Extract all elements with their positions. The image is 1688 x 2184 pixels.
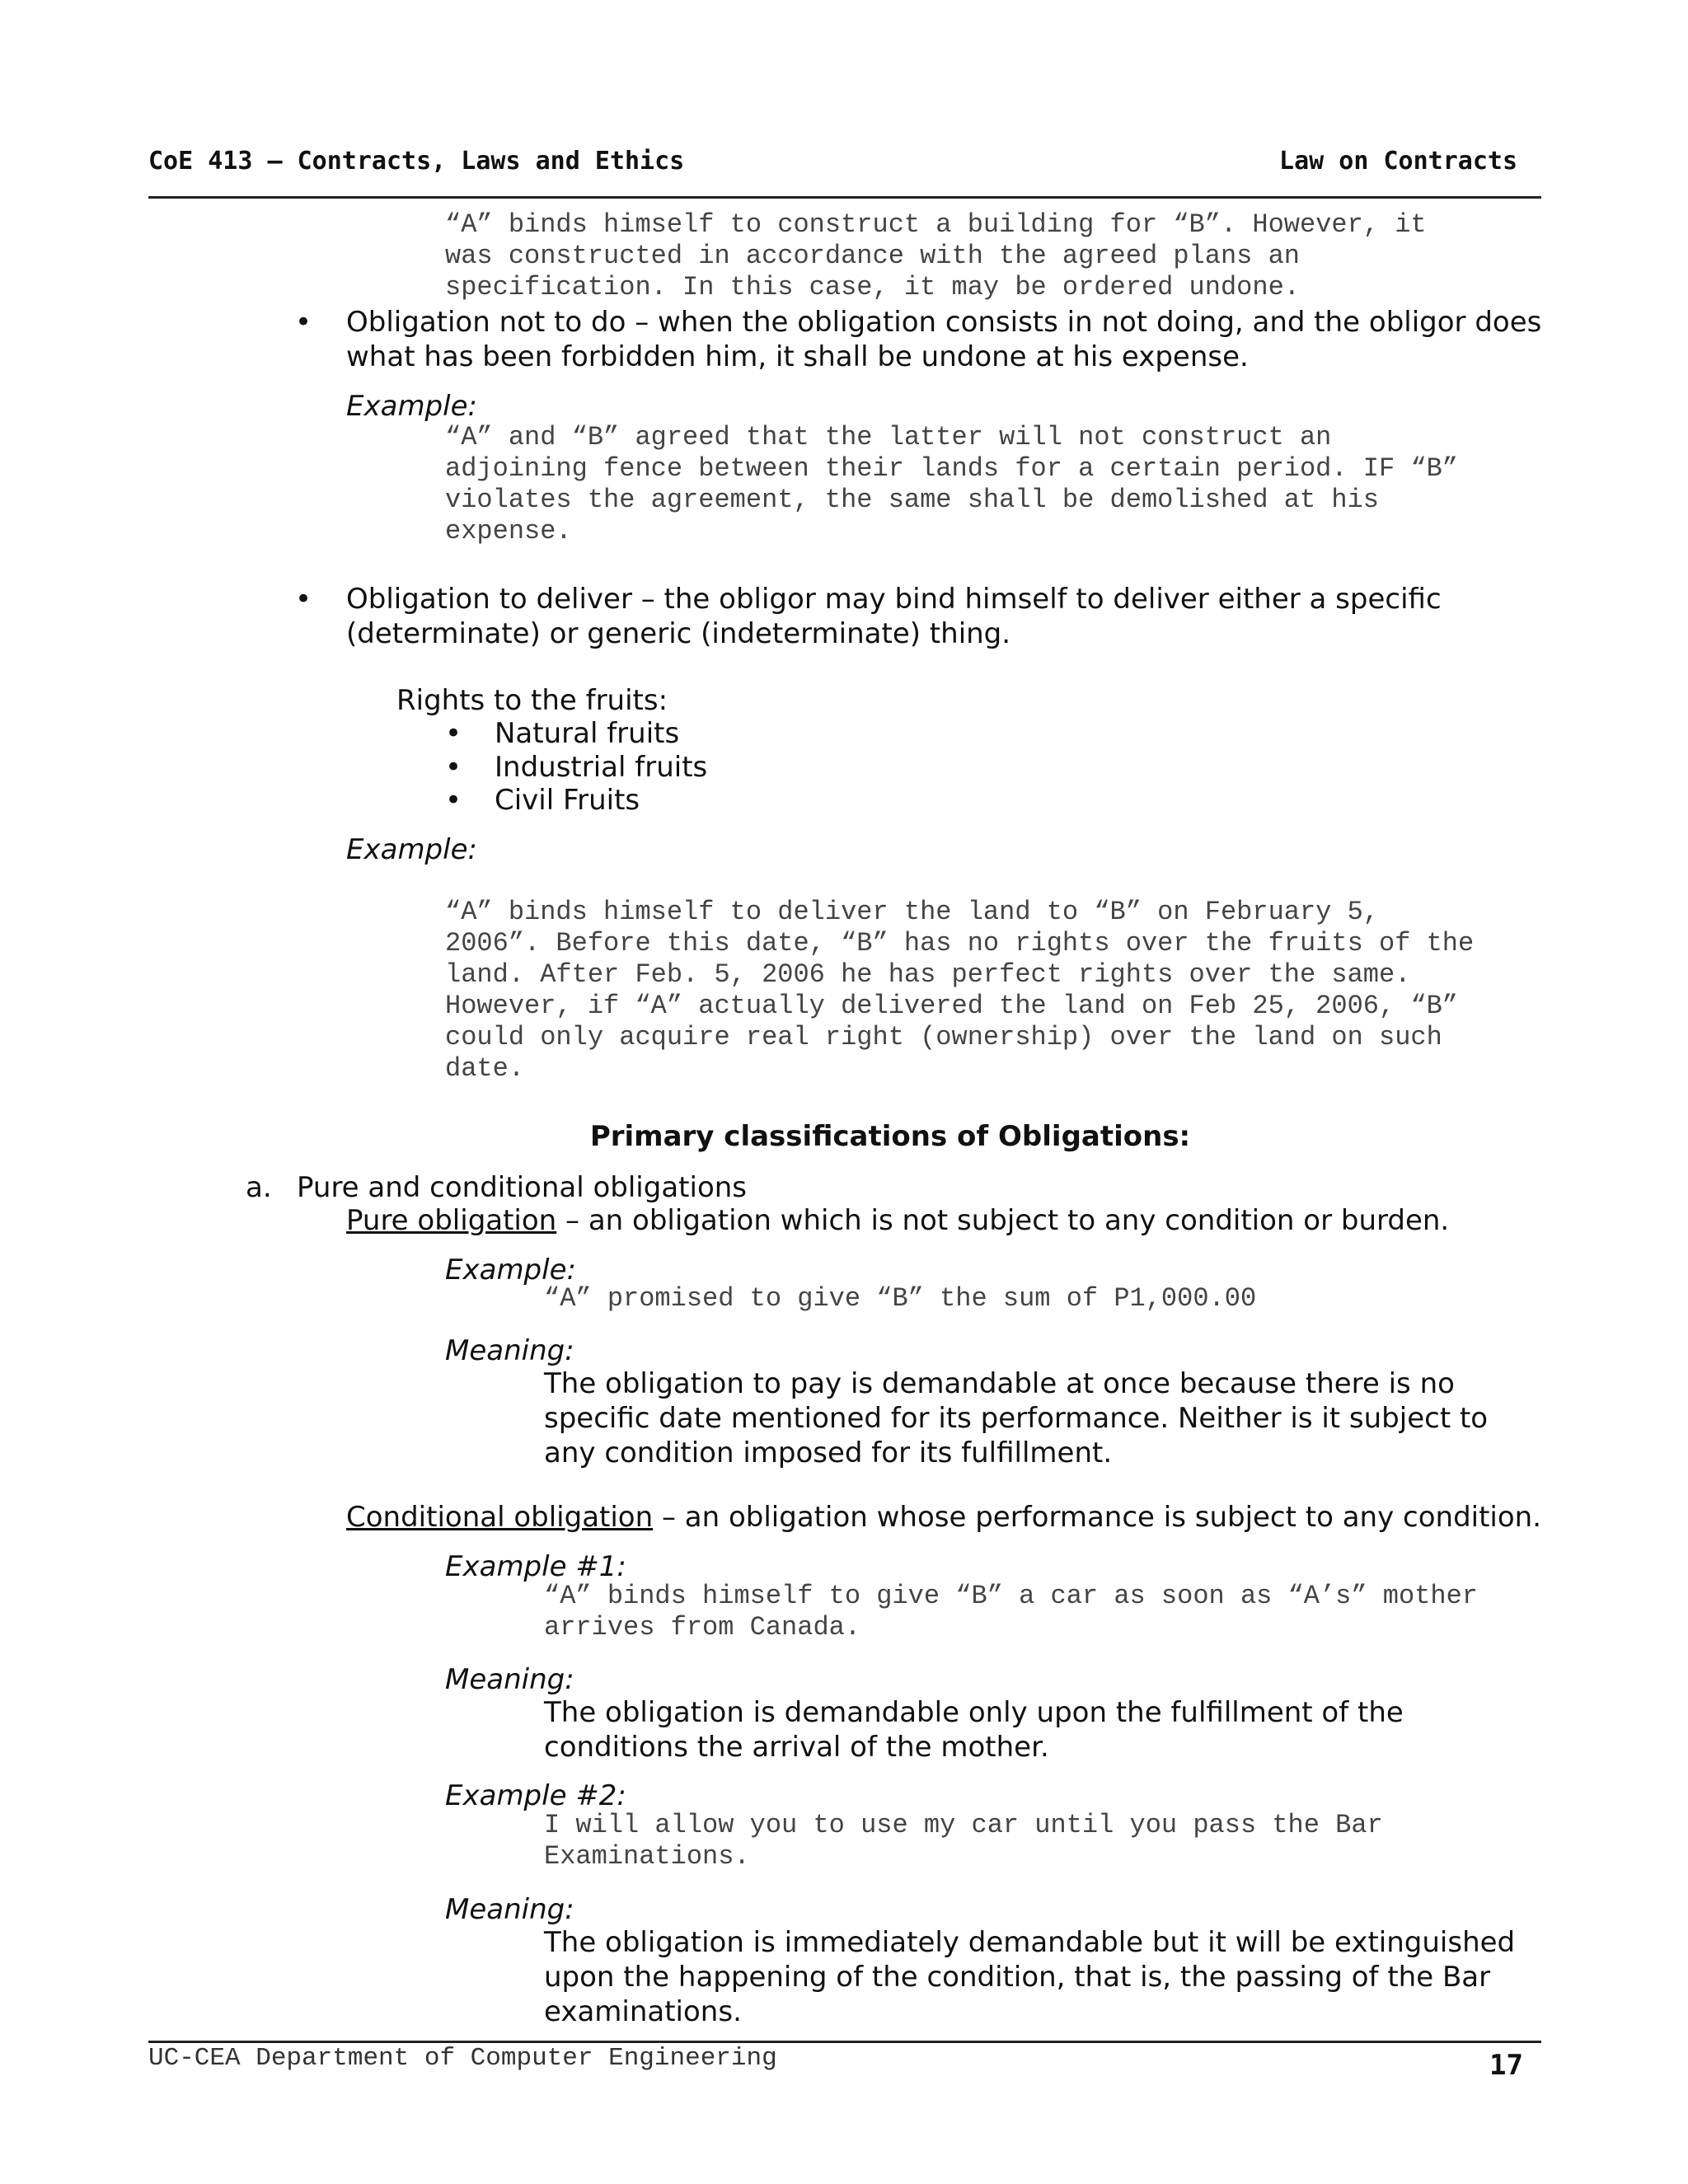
deliver-example-text: “A” binds himself to deliver the land to “B” on February 5, 2006”. Before this date, “B” has no rights over the fruits of the land. After Feb. 5, 2006 he has perfect rights over the same. However, if “A” actually delivered the land on Feb 25, 2006, “B” could only acquire real right (ownership) over the land on such date. <box>445 897 1475 1084</box>
pure-meaning-label: Meaning: <box>445 1334 574 1367</box>
deliver-example-label: Example: <box>346 833 477 866</box>
conditional-example1-label: Example #1: <box>445 1550 626 1583</box>
bullet-marker: • <box>445 751 462 784</box>
pure-obligation-term: Pure obligation <box>346 1204 557 1237</box>
page-number: 17 <box>1489 2049 1523 2082</box>
item-a-title: Pure and conditional obligations <box>297 1171 748 1204</box>
section-title: Primary classifications of Obligations: <box>589 1120 1191 1153</box>
not-to-do-example-text: “A” and “B” agreed that the latter will not construct an adjoining fence between their lands for a certain period. IF “B” violates the agreement, the same shall be demolished at his expense. <box>445 422 1458 546</box>
fruit-item-natural: Natural fruits <box>495 717 680 750</box>
bullet-marker: • <box>445 717 462 750</box>
pure-example-label: Example: <box>445 1254 576 1286</box>
conditional-obligation-line <box>346 1500 1550 1535</box>
conditional-meaning2-label: Meaning: <box>445 1893 574 1926</box>
footer-department: UC-CEA Department of Computer Engineering <box>148 2044 777 2073</box>
conditional-obligation-definition: – an obligation whose performance is subject to any condition. <box>653 1501 1542 1534</box>
header-course-title: CoE 413 – Contracts, Laws and Ethics <box>148 147 685 176</box>
conditional-meaning1-text: The obligation is demandable only upon the fulfillment of the conditions the arrival of the mother. <box>544 1696 1404 1764</box>
header-section-title: Law on Contracts <box>1279 147 1517 176</box>
conditional-example1-text: “A” binds himself to give “B” a car as soon as “A’s” mother arrives from Canada. <box>544 1581 1478 1643</box>
fruit-item-industrial: Industrial fruits <box>495 751 708 784</box>
conditional-meaning1-label: Meaning: <box>445 1663 574 1696</box>
not-to-do-example-label: Example: <box>346 390 477 423</box>
conditional-example2-label: Example #2: <box>445 1779 626 1812</box>
top-example-text: “A” binds himself to construct a building for “B”. However, it was constructed in accordance with the agreed plans an specification. In this case, it may be ordered undone. <box>445 209 1427 302</box>
bullet-marker: • <box>295 306 312 339</box>
header-rule <box>148 196 1541 199</box>
footer-rule <box>148 2041 1541 2043</box>
bullet-deliver: Obligation to deliver – the obligor may bind himself to deliver either a specific (determinate) or generic (indeterminate) thing. <box>346 583 1442 650</box>
fruits-title: Rights to the fruits: <box>396 684 668 717</box>
conditional-obligation-term: Conditional obligation <box>346 1501 654 1534</box>
bullet-not-to-do: Obligation not to do – when the obligation consists in not doing, and the obligor does what has been forbidden him, it shall be undone at his expense. <box>346 306 1542 373</box>
item-a-marker: a. <box>246 1171 272 1204</box>
bullet-marker: • <box>445 784 462 817</box>
bullet-marker: • <box>295 583 312 616</box>
fruit-item-civil: Civil Fruits <box>495 784 640 817</box>
conditional-example2-text: I will allow you to use my car until you pass the Bar Examinations. <box>544 1810 1383 1872</box>
pure-obligation-definition: – an obligation which is not subject to any condition or burden. <box>556 1204 1450 1237</box>
conditional-meaning2-text: The obligation is immediately demandable but it will be extinguished upon the happening of the condition, that is, the passing of the Bar examinations. <box>544 1926 1516 2028</box>
pure-obligation-line <box>346 1203 1550 1238</box>
pure-meaning-text: The obligation to pay is demandable at once because there is no specific date mentioned for its performance. Neither is it subject to any condition imposed for its fulfillment. <box>544 1367 1489 1469</box>
pure-example-text: “A” promised to give “B” the sum of P1,000.00 <box>544 1283 1257 1314</box>
